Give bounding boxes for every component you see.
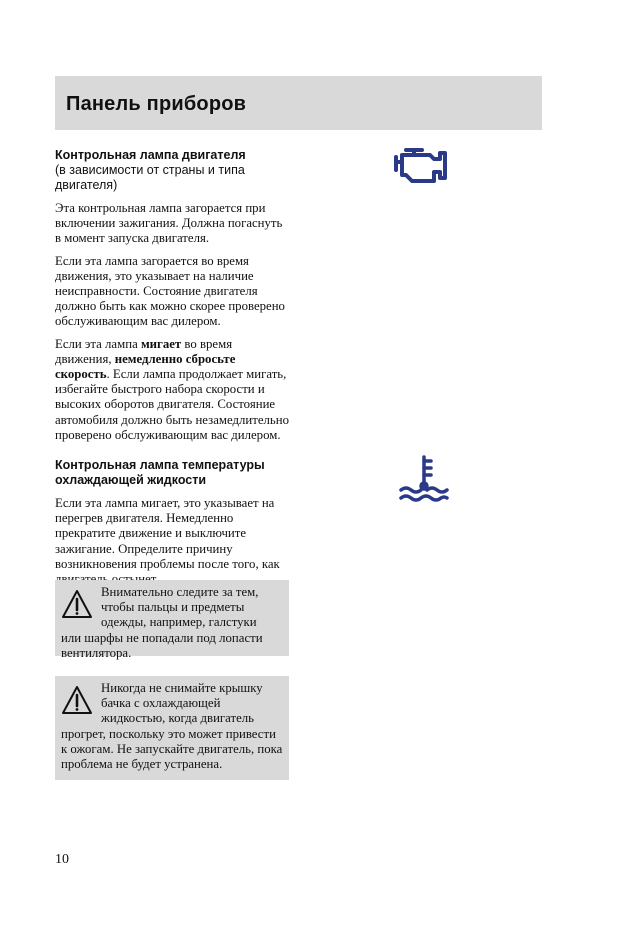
coolant-lamp-heading-1: Контрольная лампа температуры xyxy=(55,458,265,472)
engine-lamp-section xyxy=(55,148,291,443)
engine-lamp-subheading-1: (в зависимости от страны и типа xyxy=(55,163,245,177)
warning-fan-text-indent: Внимательно следите за тем, чтобы пальцы и предметы одежды, например, галстуки xyxy=(101,585,259,630)
p3-part1: Если эта лампа xyxy=(55,336,141,351)
warning-triangle-icon xyxy=(61,589,93,619)
warning-cap-text-rest: прогрет, поскольку это может привести к ожогам. Не запускайте двигатель, пока проблема не будет устранена. xyxy=(61,726,283,772)
engine-lamp-heading: Контрольная лампа двигателя xyxy=(55,148,246,162)
warning-cap-text xyxy=(61,681,283,772)
p3-bold-flashing: мигает xyxy=(140,336,182,351)
p3-bold-slow-down: немедленно сбросьте скорость xyxy=(55,351,236,382)
warning-triangle-icon xyxy=(61,685,93,715)
coolant-lamp-paragraph-1: Если эта лампа мигает, это указывает на перегрев двигателя. Немедленно прекратите движение и выключите зажигание. Определите причину возникновения проблемы после того, как xyxy=(55,496,280,571)
p3-part2: во время движения, xyxy=(55,336,233,366)
warning-cap-text-indent: Никогда не снимайте крышку бачка с охлаждающей жидкостью, когда двигатель xyxy=(101,681,263,726)
engine-lamp-paragraph-3 xyxy=(55,337,291,443)
engine-lamp-paragraph-2: Если эта лампа загорается во время движения, это указывает на наличие неисправности. Состояние двигателя должно быть как можно скорее проверено обслуживающим вас дилером. xyxy=(55,253,285,329)
engine-lamp-paragraph-1: Эта контрольная лампа загорается при включении зажигания. Должна погаснуть в момент запуска двигателя. xyxy=(55,201,283,246)
warning-fan-text-rest: или шарфы не попадали под лопасти вентилятора. xyxy=(61,630,263,660)
coolant-lamp-section xyxy=(55,458,291,587)
page-title: Панель приборов xyxy=(66,93,247,115)
check-engine-icon xyxy=(390,140,452,190)
warning-box-fan xyxy=(55,580,289,660)
coolant-lamp-heading-2: охлаждающей жидкости xyxy=(55,473,207,487)
warning-fan-text xyxy=(61,585,283,661)
warning-box-coolant-cap xyxy=(55,676,289,780)
p3-part3: . Если лампа продолжает мигать, избегайте быстрого набора скорости и высоких оборотов двигателя. Состояние автомобиля должно быть незамедлительно проверено обслуживающим вас дилером. xyxy=(55,367,289,442)
page-number: 10 xyxy=(55,852,69,867)
coolant-temperature-icon xyxy=(396,452,452,504)
engine-lamp-subheading-2: двигателя) xyxy=(55,178,118,192)
